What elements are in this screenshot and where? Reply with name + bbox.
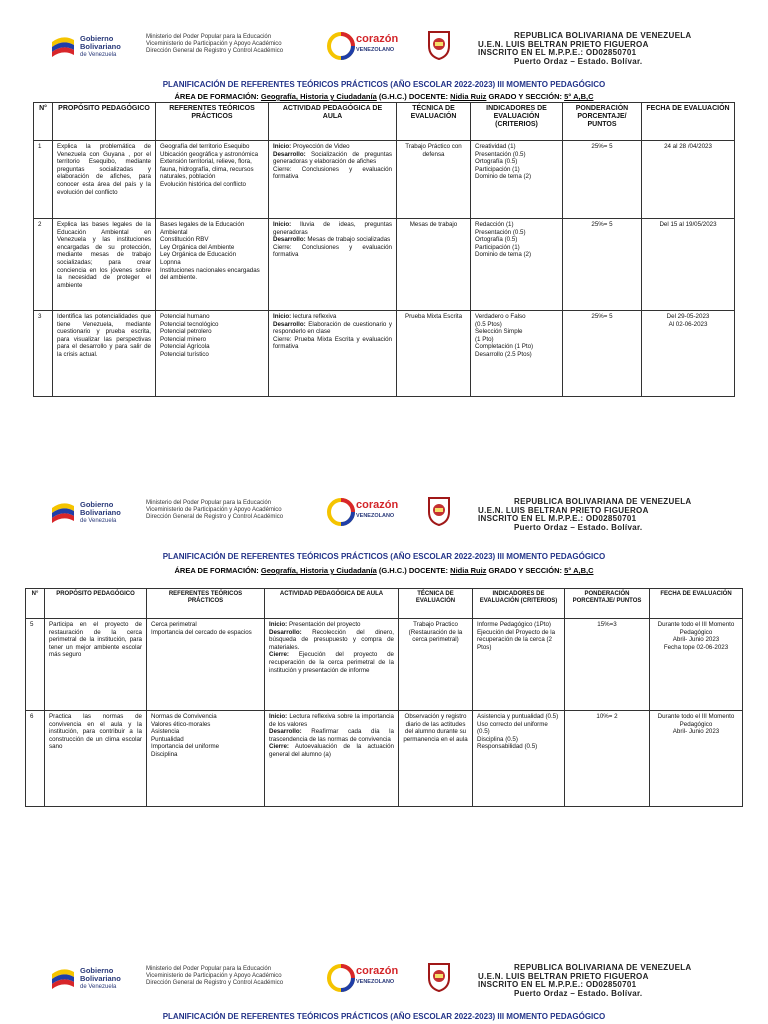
actividad-step: Cierre: Autoevaluación de la actuación general del alumno (a) [269,743,394,758]
indicador-item: Selección Simple [475,328,523,336]
referente-item: Potencial tecnológico [160,320,219,328]
gob-line-1: Gobierno [80,966,114,975]
institution-line: U.E.N. LUIS BELTRAN PRIETO FIGUEROA [478,971,649,981]
column-header: N° [34,103,53,141]
indicadores-cell [471,219,563,311]
row-number: 6 [26,711,45,807]
referente-item: Constitución RBV [160,236,209,244]
fecha-line: Abril- Junio 2023 [672,636,720,644]
heart-logo-icon [326,31,356,61]
indicador-item: Presentación (0.5) [475,228,526,236]
indicador-item: Participación (1) [475,165,520,173]
tecnica-cell: Trabajo Practico (Restauración de la cerca perimetral) [399,619,473,711]
actividad-step: Cierre: Conclusiones y evaluación formativa [273,165,392,181]
school-seal-icon [426,30,452,60]
institution-line: Puerto Ordaz – Estado. Bolívar. [514,56,643,66]
referente-item: Potencial humano [160,313,210,320]
ponderacion-cell: 25%= 5 [563,311,642,397]
heart-logo-icon [326,963,356,993]
fecha-cell [650,619,743,711]
institution-text [478,32,691,66]
gobierno-bolivariano-logo [50,498,138,526]
actividad-cell [269,141,397,219]
actividad-step-label: Desarrollo: [269,728,302,736]
table-row [34,141,735,219]
actividad-cell [265,711,399,807]
ministry-line: Dirección General de Registro y Control Académico [146,514,284,520]
indicador-item: Disciplina (0.5) [477,735,518,743]
actividad-step: Desarrollo: Recolección del dinero, búsqueda de presupuesto y compra de materiales. [269,628,394,651]
indicador-item: Ortografía (0.5) [475,158,518,166]
ministry-text [146,34,283,55]
referente-item: Valores ético-morales [151,720,211,728]
table-row [34,219,735,311]
institution-line: U.E.N. LUIS BELTRAN PRIETO FIGUEROA [478,39,649,49]
referentes-cell [156,311,269,397]
referente-item: Puntualidad [151,735,184,743]
actividad-cell [269,219,397,311]
fecha-line: Del 15 al 19/05/2023 [659,221,717,228]
indicador-item: Verdadero o Falso [475,313,526,320]
indicador-item: (0.5 Ptos) [475,320,502,328]
ponderacion-cell: 15%=3 [565,619,650,711]
corazon-venezolano-logo [326,497,418,527]
page-header [0,24,768,68]
actividad-step-label: Cierre: [269,743,289,751]
institution-line: INSCRITO EN EL M.P.P.E.: OD02850701 [478,514,637,524]
actividad-step: Desarrollo: Mesas de trabajo socializadas [273,236,391,244]
column-header: PROPÓSITO PEDAGÓGICO [45,589,147,619]
row-number: 5 [26,619,45,711]
column-header: PONDERACIÓN PORCENTAJE/ PUNTOS [565,589,650,619]
gobierno-bolivariano-logo [50,32,138,60]
referente-item: Potencial petrolero [160,328,212,336]
ponderacion-cell: 10%= 2 [565,711,650,807]
gob-line-1: Gobierno [80,34,114,43]
corazon-venezolano-logo [326,963,418,993]
actividad-step-label: Inicio: [273,313,292,320]
area-line: ÁREA DE FORMACIÓN: Geografía, Historia y Ciudadanía (G.H.C.) DOCENTE: Nidia Ruiz GRADO Y SECCIÓN: 5° A,B,C [174,92,594,101]
actividad-step: Cierre: Prueba Mixta Escrita y evaluación formativa [273,335,392,351]
column-header: ACTIVIDAD PEDAGÓGICA DE AULA [265,589,399,619]
column-header: TÉCNICA DE EVALUACIÓN [397,103,471,141]
fecha-line: 24 al 28 /04/2023 [664,143,712,150]
ministry-line: Viceministerio de Participación y Apoyo Académico [146,973,282,979]
actividad-step-label: Desarrollo: [273,150,306,158]
referente-item: Extensión territorial, relieve, flora, fauna, hidrografía, clima, recursos naturales, población [160,158,254,181]
actividad-step-label: Desarrollo: [269,628,302,636]
indicador-item: Uso correcto del uniforme (0.5) [477,720,548,736]
cv-subtitle: VENEZOLANO [356,47,395,53]
referente-item: Disciplina [151,750,178,758]
indicador-item: Redacción (1) [475,221,514,228]
table-header-row [34,103,735,141]
actividad-cell [265,619,399,711]
fecha-cell [642,311,735,397]
table-row [26,711,743,807]
referentes-cell [156,141,269,219]
actividad-step-label: Inicio: [273,221,292,228]
column-header: REFERENTES TEÓRICOS PRÁCTICOS [147,589,265,619]
table-header-row [26,589,743,619]
indicadores-cell [471,141,563,219]
referentes-cell [147,711,265,807]
proposito-cell: Explica las bases legales de la Educación Ambiental en Venezuela y las instituciones encargadas de su protección, mediante mesas de trabajo socializadas; para crear conciencia en los jóvenes sobre la necesidad de proteger el ambiente [53,219,156,311]
ponderacion-cell: 25%= 5 [563,141,642,219]
cv-title: corazón [356,965,399,977]
indicador-item: (1 Pto) [475,335,494,343]
referente-item: Geografía del territorio Esequibo [160,143,250,150]
column-header: FECHA DE EVALUACIÓN [642,103,735,141]
actividad-step-label: Inicio: [269,621,288,628]
institution-line: REPUBLICA BOLIVARIANA DE VENEZUELA [514,31,692,40]
proposito-cell: Explica la problemática de Venezuela con Guyana , por el territorio Esequibo, mediante preguntas socializadas y elaboración de afiches, para conocer esta área del país y la evolución del conflicto [53,141,156,219]
referentes-cell [147,619,265,711]
fecha-line: Durante todo el III Momento Pedagógico [657,621,735,636]
ministry-line: Ministerio del Poder Popular para la Educación [146,966,272,972]
table-row [34,311,735,397]
actividad-step: Cierre: Ejecución del proyecto de recuperación de la cerca perimetral de la institución y presentación de informe [269,651,394,674]
institution-line: Puerto Ordaz – Estado. Bolívar. [514,522,643,532]
referente-item: Potencial minero [160,335,207,343]
area-line-2: ÁREA DE FORMACIÓN: Geografía, Historia y Ciudadanía (G.H.C.) DOCENTE: Nidia Ruiz GRADO Y SECCIÓN: 5° A,B,C [174,566,594,575]
actividad-step: Desarrollo: Elaboración de cuestionario y responderlo en clase [273,320,392,336]
fecha-line: Durante todo el III Momento Pedagógico [657,713,735,728]
indicador-item: Dominio de tema (2) [475,173,532,181]
tecnica-cell: Prueba Mixta Escrita [397,311,471,397]
fecha-line: Al 02-06-2023 [668,320,708,328]
gob-line-1: Gobierno [80,500,114,509]
institution-line: INSCRITO EN EL M.P.P.E.: OD02850701 [478,980,637,990]
corazon-venezolano-logo [326,31,418,61]
gobierno-bolivariano-logo [50,964,138,992]
actividad-step-label: Desarrollo: [273,320,306,328]
indicador-item: Creatividad (1) [475,143,516,150]
actividad-step: Inicio: lectura reflexiva [273,313,337,320]
ministry-line: Ministerio del Poder Popular para la Educación [146,500,272,506]
proposito-cell: Participa en el proyecto de restauración de la cerca perimetral de la institución, para tener un mejor ambiente escolar más seguro [45,619,147,711]
actividad-step: Inicio: Presentación del proyecto [269,621,361,628]
fecha-line: Del 29-05-2023 [666,313,710,320]
referente-item: Cerca perimetral [151,621,197,628]
actividad-step-label: Cierre: [269,651,289,659]
heart-logo-icon [326,497,356,527]
actividad-step: Inicio: Proyección de Video [273,143,350,150]
referente-item: Importancia del cercado de espacios [151,628,252,636]
institution-line: REPUBLICA BOLIVARIANA DE VENEZUELA [514,497,692,506]
indicador-item: Responsabilidad (0.5) [477,743,538,751]
indicador-item: Completación (1 Pto) [475,343,534,351]
referente-item: Potencial Agrícola [160,343,210,351]
row-number: 1 [34,141,53,219]
column-header: REFERENTES TEÓRICOS PRÁCTICOS [156,103,269,141]
indicadores-cell [473,711,565,807]
ministry-line: Dirección General de Registro y Control Académico [146,48,284,54]
ministry-line: Viceministerio de Participación y Apoyo Académico [146,507,282,513]
indicador-item: Informe Pedagógico (1Pto) [477,621,551,628]
fecha-cell [642,219,735,311]
cv-title: corazón [356,33,399,45]
row-number: 2 [34,219,53,311]
actividad-step: Inicio: Lectura reflexiva sobre la importancia de los valores [269,713,394,728]
actividad-cell [269,311,397,397]
ministry-line: Viceministerio de Participación y Apoyo Académico [146,41,282,47]
indicadores-cell [473,619,565,711]
actividad-step-label: Inicio: [273,143,292,150]
referente-item: Importancia del uniforme [151,743,220,751]
indicador-item: Asistencia y puntualidad (0.5) [477,713,559,720]
column-header: FECHA DE EVALUACIÓN [650,589,743,619]
gob-line-3: de Venezuela [80,984,117,990]
gob-line-3: de Venezuela [80,52,117,58]
indicador-item: Desarrollo (2.5 Ptos) [475,350,532,358]
fecha-cell [650,711,743,807]
school-seal-icon [426,496,452,526]
column-header: INDICADORES DE EVALUACIÓN (CRITERIOS) [471,103,563,141]
document-title-2: PLANIFICACIÓN DE REFERENTES TEÓRICOS PRÁCTICOS (AÑO ESCOLAR 2022-2023) III MOMENTO PEDAGÓGICO [162,552,606,561]
indicadores-cell [471,311,563,397]
referente-item: Evolución histórica del conflicto [160,180,246,188]
institution-line: U.E.N. LUIS BELTRAN PRIETO FIGUEROA [478,505,649,515]
actividad-step: Desarrollo: Reafirmar cada día la trascendencia de las normas de convivencia [269,728,394,743]
gob-line-2: Bolivariano [80,42,121,51]
gob-line-3: de Venezuela [80,518,117,524]
row-number: 3 [34,311,53,397]
institution-text [478,498,691,532]
ministry-line: Ministerio del Poder Popular para la Educación [146,34,272,40]
actividad-step-label: Inicio: [269,713,288,720]
ministry-text [146,500,283,521]
proposito-cell: Identifica las potencialidades que tiene Venezuela, mediante cuestionario y prueba escrita, para visualizar las perspectivas para el desarrollo y para salir de la crisis actual. [53,311,156,397]
fecha-line: Fecha tope 02-06-2023 [663,643,729,651]
actividad-step-label: Desarrollo: [273,236,306,244]
column-header: TÉCNICA DE EVALUACIÓN [399,589,473,619]
tecnica-cell: Mesas de trabajo [397,219,471,311]
tecnica-cell: Trabajo Práctico con defensa [397,141,471,219]
column-header: PONDERACIÓN PORCENTAJE/ PUNTOS [563,103,642,141]
referente-item: Ley Orgánica de Educación [160,251,237,259]
referente-item: Potencial turístico [160,350,209,358]
column-header: N° [26,589,45,619]
school-seal-icon [426,962,452,992]
planning-table-1 [33,102,735,397]
ponderacion-cell: 25%= 5 [563,219,642,311]
page-header [0,956,768,1000]
actividad-step: Inicio: lluvia de ideas, preguntas generadoras [273,221,392,236]
tecnica-cell: Observación y registro diario de las actitudes del alumno durante su permanencia en el aula [399,711,473,807]
table-row [26,619,743,711]
indicador-item: Dominio de tema (2) [475,251,532,259]
proposito-cell: Practica las normas de convivencia en el aula y la institución, para contribuir a la construcción de un clima escolar sano [45,711,147,807]
referente-item: Lopnna [160,258,181,266]
planning-table-2 [25,588,743,807]
venezuela-flag-icon [50,966,76,990]
referentes-cell [156,219,269,311]
gob-line-2: Bolivariano [80,974,121,983]
column-header: ACTIVIDAD PEDAGÓGICA DE AULA [269,103,397,141]
ministry-text [146,966,283,987]
referente-item: Asistencia [151,728,180,736]
institution-line: REPUBLICA BOLIVARIANA DE VENEZUELA [514,963,692,972]
referente-item: Normas de Convivencia [151,713,217,720]
referente-item: Instituciones nacionales encargadas del ambiente. [160,266,260,282]
venezuela-flag-icon [50,34,76,58]
cv-subtitle: VENEZOLANO [356,979,395,985]
page-header [0,490,768,534]
institution-line: INSCRITO EN EL M.P.P.E.: OD02850701 [478,48,637,58]
column-header: PROPÓSITO PEDAGÓGICO [53,103,156,141]
cv-subtitle: VENEZOLANO [356,513,395,519]
indicador-item: Participación (1) [475,243,520,251]
fecha-line: Abril- Junio 2023 [672,728,720,736]
actividad-step: Cierre: Conclusiones y evaluación formativa [273,243,392,259]
referente-item: Bases legales de la Educación Ambiental [160,221,245,236]
cv-title: corazón [356,499,399,511]
ministry-line: Dirección General de Registro y Control Académico [146,980,284,986]
indicador-item: Ortografía (0.5) [475,236,518,244]
document-title-3: PLANIFICACIÓN DE REFERENTES TEÓRICOS PRÁCTICOS (AÑO ESCOLAR 2022-2023) III MOMENTO PEDAGÓGICO [162,1012,606,1021]
institution-text [478,964,691,998]
fecha-cell [642,141,735,219]
indicador-item: Presentación (0.5) [475,150,526,158]
venezuela-flag-icon [50,500,76,524]
referente-item: Ubicación geográfica y astronómica [160,150,259,158]
actividad-step: Desarrollo: Socialización de preguntas generadoras y elaboración de afiches [273,150,392,166]
document-title: PLANIFICACIÓN DE REFERENTES TEÓRICOS PRÁCTICOS (AÑO ESCOLAR 2022-2023) III MOMENTO PEDAGÓGICO [162,80,606,89]
gob-line-2: Bolivariano [80,508,121,517]
referente-item: Ley Orgánica del Ambiente [160,243,235,251]
indicador-item: Ejecución del Proyecto de la recuperación de la cerca (2 Ptos) [477,628,556,651]
institution-line: Puerto Ordaz – Estado. Bolívar. [514,988,643,998]
column-header: INDICADORES DE EVALUACIÓN (CRITERIOS) [473,589,565,619]
